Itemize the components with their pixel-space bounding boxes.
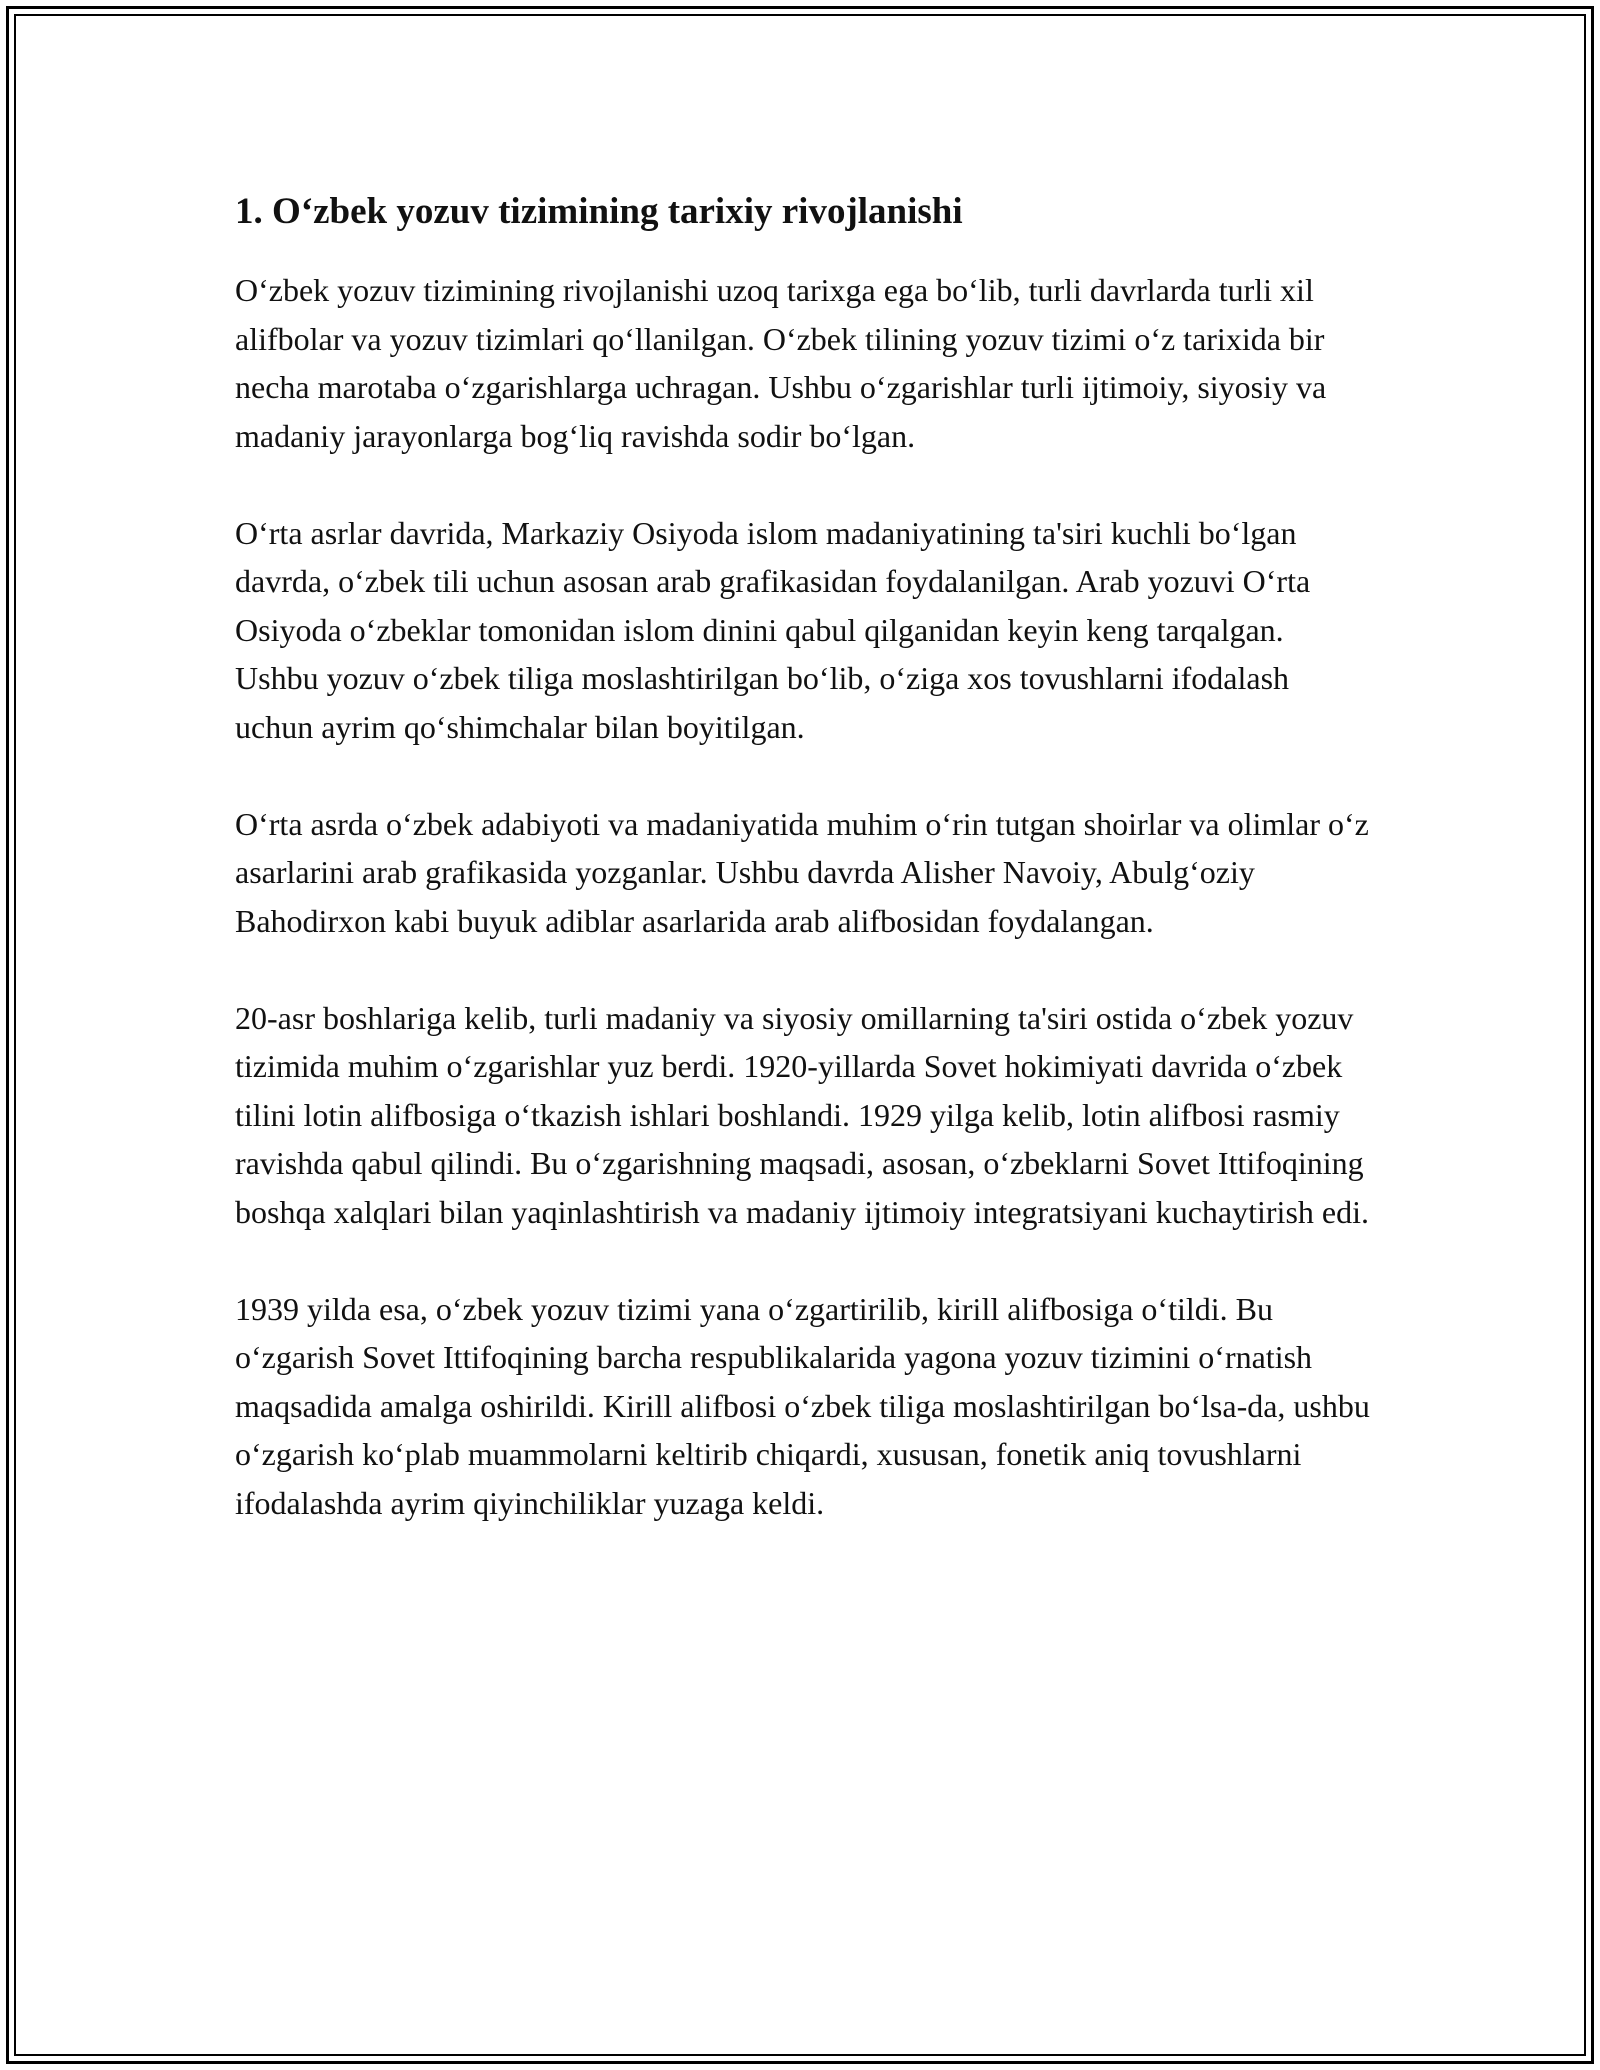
- page-title: 1. O‘zbek yozuv tizimining tarixiy rivojlanishi: [235, 191, 963, 232]
- paragraph-4: 20-asr boshlariga kelib, turli madaniy va siyosiy omillarning ta'siri ostida o‘zbek yozuv tizimida muhim o‘zgarishlar yuz berdi. 1920-yillarda Sovet hokimiyati davrida o‘zbek tilini lotin alifbosiga o‘tkazish ishlari boshlandi. 1929 yilga kelib, lotin alifbosi rasmiy ravishda qabul qilindi. Bu o‘zgarishning maqsadi, asosan, o‘zbeklarni Sovet Ittifoqining boshqa xalqlari bilan yaqinlashtirish va madaniy ijtimoiy integratsiyani kuchaytirish edi.: [235, 999, 1369, 1230]
- document-body: [235, 188, 1370, 1576]
- paragraph-2: O‘rta asrlar davrida, Markaziy Osiyoda islom madaniyatining ta'siri kuchli bo‘lgan davrda, o‘zbek tili uchun asosan arab grafikasidan foydalanilgan. Arab yozuvi O‘rta Osiyoda o‘zbeklar tomonidan islom dinini qabul qilganidan keyin keng tarqalgan. Ushbu yozuv o‘zbek tiliga moslashtirilgan bo‘lib, o‘ziga xos tovushlarni ifodalash uchun ayrim qo‘shimchalar bilan boyitilgan.: [235, 514, 1311, 745]
- paragraph-3: O‘rta asrda o‘zbek adabiyoti va madaniyatida muhim o‘rin tutgan shoirlar va olimlar o‘z asarlarini arab grafikasida yozganlar. Ushbu davrda Alisher Navoiy, Abulg‘oziy Bahodirxon kabi buyuk adiblar asarlarida arab alifbosidan foydalangan.: [235, 805, 1369, 939]
- paragraph-1: O‘zbek yozuv tizimining rivojlanishi uzoq tarixga ega bo‘lib, turli davrlarda turli xil alifbolar va yozuv tizimlari qo‘llanilgan. O‘zbek tilining yozuv tizimi o‘z tarixida bir necha marotaba o‘zgarishlarga uchragan. Ushbu o‘zgarishlar turli ijtimoiy, siyosiy va madaniy jarayonlarga bog‘liq ravishda sodir bo‘lgan.: [235, 272, 1327, 454]
- paragraph-5: 1939 yilda esa, o‘zbek yozuv tizimi yana o‘zgartirilib, kirill alifbosiga o‘tildi. Bu o‘zgarish Sovet Ittifoqining barcha respublikalarida yagona yozuv tizimini o‘rnatish maqsadida amalga oshirildi. Kirill alifbosi o‘zbek tiliga moslashtirilgan bo‘lsa-da, ushbu o‘zgarish ko‘plab muammolarni keltirib chiqardi, xususan, fonetik aniq tovushlarni ifodalashda ayrim qiyinchiliklar yuzaga keldi.: [235, 1290, 1370, 1521]
